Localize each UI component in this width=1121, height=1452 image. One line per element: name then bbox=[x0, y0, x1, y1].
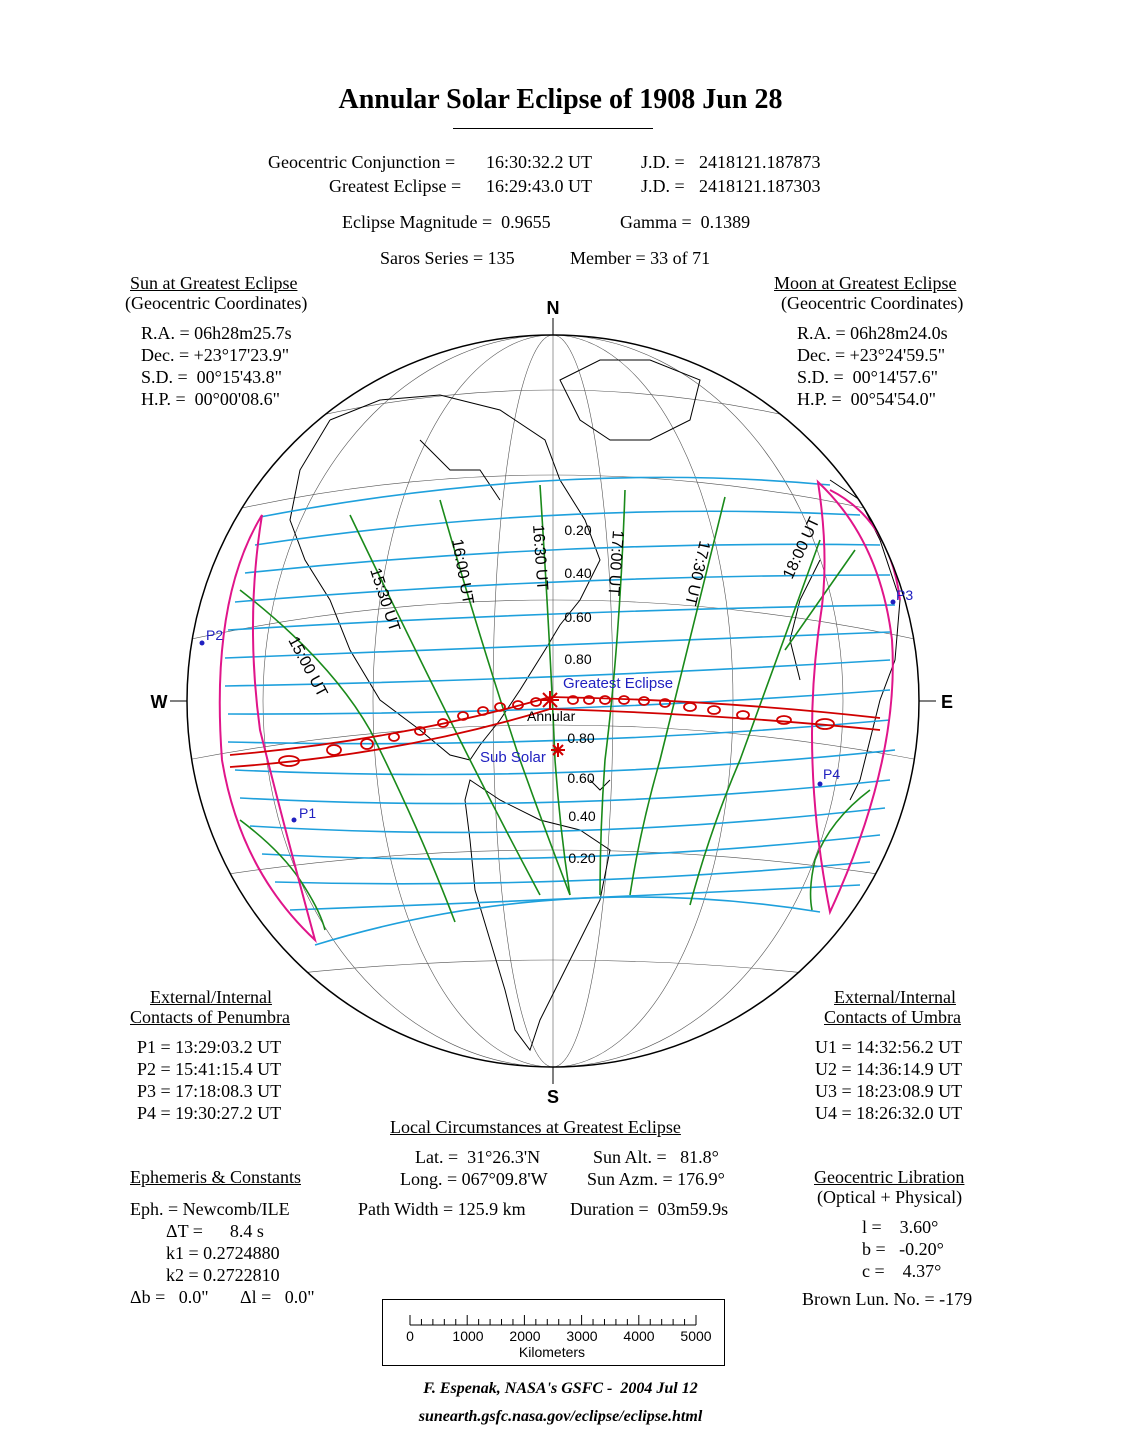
p4-label: P4 bbox=[823, 766, 841, 782]
sub-solar-marker bbox=[551, 743, 565, 757]
local-duration: Duration = 03m59.9s bbox=[570, 1199, 729, 1219]
moon-heading: Moon at Greatest Eclipse bbox=[774, 273, 957, 293]
greatest-eclipse-marker bbox=[541, 691, 559, 709]
greatest-eclipse-jd-label: J.D. = bbox=[641, 176, 690, 196]
greatest-eclipse-map-label: Greatest Eclipse bbox=[563, 675, 674, 692]
coastlines bbox=[290, 360, 900, 1050]
greatest-eclipse-label: Greatest Eclipse = bbox=[329, 176, 466, 196]
ephemeris-eph: Eph. = Newcomb/ILE bbox=[130, 1199, 290, 1219]
p1-point bbox=[292, 818, 297, 823]
penumbra-heading-2: Contacts of Penumbra bbox=[130, 1007, 290, 1027]
greatest-eclipse-jd: 2418121.187303 bbox=[699, 176, 821, 196]
moon-sd: S.D. = 00°14'57.6" bbox=[797, 367, 938, 387]
credit: F. Espenak, NASA's GSFC - 2004 Jul 12 bbox=[423, 1380, 698, 1397]
brown-lunation: Brown Lun. No. = -179 bbox=[802, 1289, 973, 1309]
p1-label: P1 bbox=[299, 805, 317, 821]
eclipse-magnitude: Eclipse Magnitude = 0.9655 bbox=[342, 212, 551, 232]
penumbra-heading-1: External/Internal bbox=[150, 987, 272, 1007]
moon-subheading: (Geocentric Coordinates) bbox=[781, 293, 964, 313]
magnitude-labels bbox=[564, 522, 595, 866]
umbra-heading-2: Contacts of Umbra bbox=[824, 1007, 961, 1027]
ephemeris-delta-b: Δb = 0.0" bbox=[130, 1287, 209, 1307]
north-label: N bbox=[546, 298, 560, 318]
sun-heading: Sun at Greatest Eclipse bbox=[130, 273, 298, 293]
magnitude-label: 0.20 bbox=[564, 522, 592, 538]
umbra-u3: U3 = 18:23:08.9 UT bbox=[815, 1081, 963, 1101]
scale-tick-label: 1000 bbox=[452, 1328, 484, 1344]
scale-tick-label: 0 bbox=[406, 1328, 414, 1344]
local-long: Long. = 067°09.8'W bbox=[400, 1169, 548, 1189]
magnitude-label: 0.20 bbox=[568, 850, 596, 866]
p3-point bbox=[891, 600, 896, 605]
scale-unit: Kilometers bbox=[518, 1344, 586, 1360]
umbra-u2: U2 = 14:36:14.9 UT bbox=[815, 1059, 963, 1079]
ephemeris-k1: k1 = 0.2724880 bbox=[166, 1243, 280, 1263]
scale-tick-label: 4000 bbox=[623, 1328, 655, 1344]
greatest-eclipse-time: 16:29:43.0 UT bbox=[486, 176, 592, 196]
annular-label: Annular bbox=[527, 708, 576, 724]
penumbra-p3: P3 = 17:18:08.3 UT bbox=[137, 1081, 282, 1101]
sun-dec: Dec. = +23°17'23.9" bbox=[141, 345, 290, 365]
magnitude-label: 0.40 bbox=[564, 565, 592, 581]
time-label: 16:00 UT bbox=[448, 537, 477, 606]
libration-heading: Geocentric Libration bbox=[814, 1167, 965, 1187]
ephemeris-k2: k2 = 0.2722810 bbox=[166, 1265, 280, 1285]
ephemeris-heading: Ephemeris & Constants bbox=[130, 1167, 301, 1187]
p2-point bbox=[200, 641, 205, 646]
conjunction-label: Geocentric Conjunction = bbox=[268, 152, 460, 172]
time-label: 17:00 UT bbox=[604, 529, 626, 597]
magnitude-label: 0.80 bbox=[567, 730, 595, 746]
sun-hp: H.P. = 00°00'08.6" bbox=[141, 389, 280, 409]
magnitude-label: 0.60 bbox=[567, 770, 595, 786]
magnitude-label: 0.40 bbox=[568, 808, 596, 824]
umbra-u4: U4 = 18:26:32.0 UT bbox=[815, 1103, 963, 1123]
penumbra-p2: P2 = 15:41:15.4 UT bbox=[137, 1059, 282, 1079]
magnitude-label: 0.80 bbox=[564, 651, 592, 667]
gamma: Gamma = 0.1389 bbox=[620, 212, 751, 232]
local-heading: Local Circumstances at Greatest Eclipse bbox=[390, 1117, 681, 1137]
time-label: 15:00 UT bbox=[284, 633, 331, 700]
scale-tick-label: 3000 bbox=[566, 1328, 598, 1344]
p3-label: P3 bbox=[896, 587, 914, 603]
moon-ra: R.A. = 06h28m24.0s bbox=[797, 323, 948, 343]
moon-dec: Dec. = +23°24'59.5" bbox=[797, 345, 946, 365]
libration-b: b = -0.20° bbox=[862, 1239, 944, 1259]
saros-member: Member = 33 of 71 bbox=[570, 248, 711, 268]
libration-c: c = 4.37° bbox=[862, 1261, 942, 1281]
sub-solar-label: Sub Solar bbox=[480, 749, 546, 766]
local-sun-azm: Sun Azm. = 176.9° bbox=[587, 1169, 725, 1189]
time-label: 15:30 UT bbox=[366, 565, 403, 634]
penumbra-p1: P1 = 13:29:03.2 UT bbox=[137, 1037, 282, 1057]
conjunction-jd-label: J.D. = bbox=[641, 152, 690, 172]
conjunction-time: 16:30:32.2 UT bbox=[486, 152, 592, 172]
time-label: 16:30 UT bbox=[529, 524, 551, 591]
south-label: S bbox=[546, 1087, 560, 1107]
local-sun-alt: Sun Alt. = 81.8° bbox=[593, 1147, 719, 1167]
umbra-u1: U1 = 14:32:56.2 UT bbox=[815, 1037, 963, 1057]
west-label: W bbox=[150, 692, 168, 712]
umbra-heading-1: External/Internal bbox=[834, 987, 956, 1007]
distance-scale bbox=[382, 1299, 725, 1367]
sun-ra: R.A. = 06h28m25.7s bbox=[141, 323, 292, 343]
moon-hp: H.P. = 00°54'54.0" bbox=[797, 389, 936, 409]
p2-label: P2 bbox=[206, 627, 224, 643]
sun-subheading: (Geocentric Coordinates) bbox=[125, 293, 308, 313]
time-label: 17:30 UT bbox=[681, 539, 713, 608]
local-lat: Lat. = 31°26.3'N bbox=[415, 1147, 541, 1167]
time-label: 18:00 UT bbox=[780, 514, 824, 582]
saros-series: Saros Series = 135 bbox=[380, 248, 515, 268]
source-url: sunearth.gsfc.nasa.gov/eclipse/eclipse.html bbox=[418, 1408, 703, 1425]
east-label: E bbox=[940, 692, 954, 712]
magnitude-label: 0.60 bbox=[564, 609, 592, 625]
penumbra-p4: P4 = 19:30:27.2 UT bbox=[137, 1103, 282, 1123]
libration-subheading: (Optical + Physical) bbox=[817, 1187, 963, 1207]
ephemeris-delta-l: Δl = 0.0" bbox=[240, 1287, 315, 1307]
scale-tick-label: 2000 bbox=[509, 1328, 541, 1344]
conjunction-jd: 2418121.187873 bbox=[699, 152, 821, 172]
sun-sd: S.D. = 00°15'43.8" bbox=[141, 367, 282, 387]
libration-l: l = 3.60° bbox=[862, 1217, 939, 1237]
local-path-width: Path Width = 125.9 km bbox=[358, 1199, 526, 1219]
ephemeris-delta-t: ΔT = 8.4 s bbox=[166, 1221, 264, 1241]
page-title: Annular Solar Eclipse of 1908 Jun 28 bbox=[338, 84, 783, 115]
scale-tick-label: 5000 bbox=[680, 1328, 712, 1344]
p4-point bbox=[818, 782, 823, 787]
